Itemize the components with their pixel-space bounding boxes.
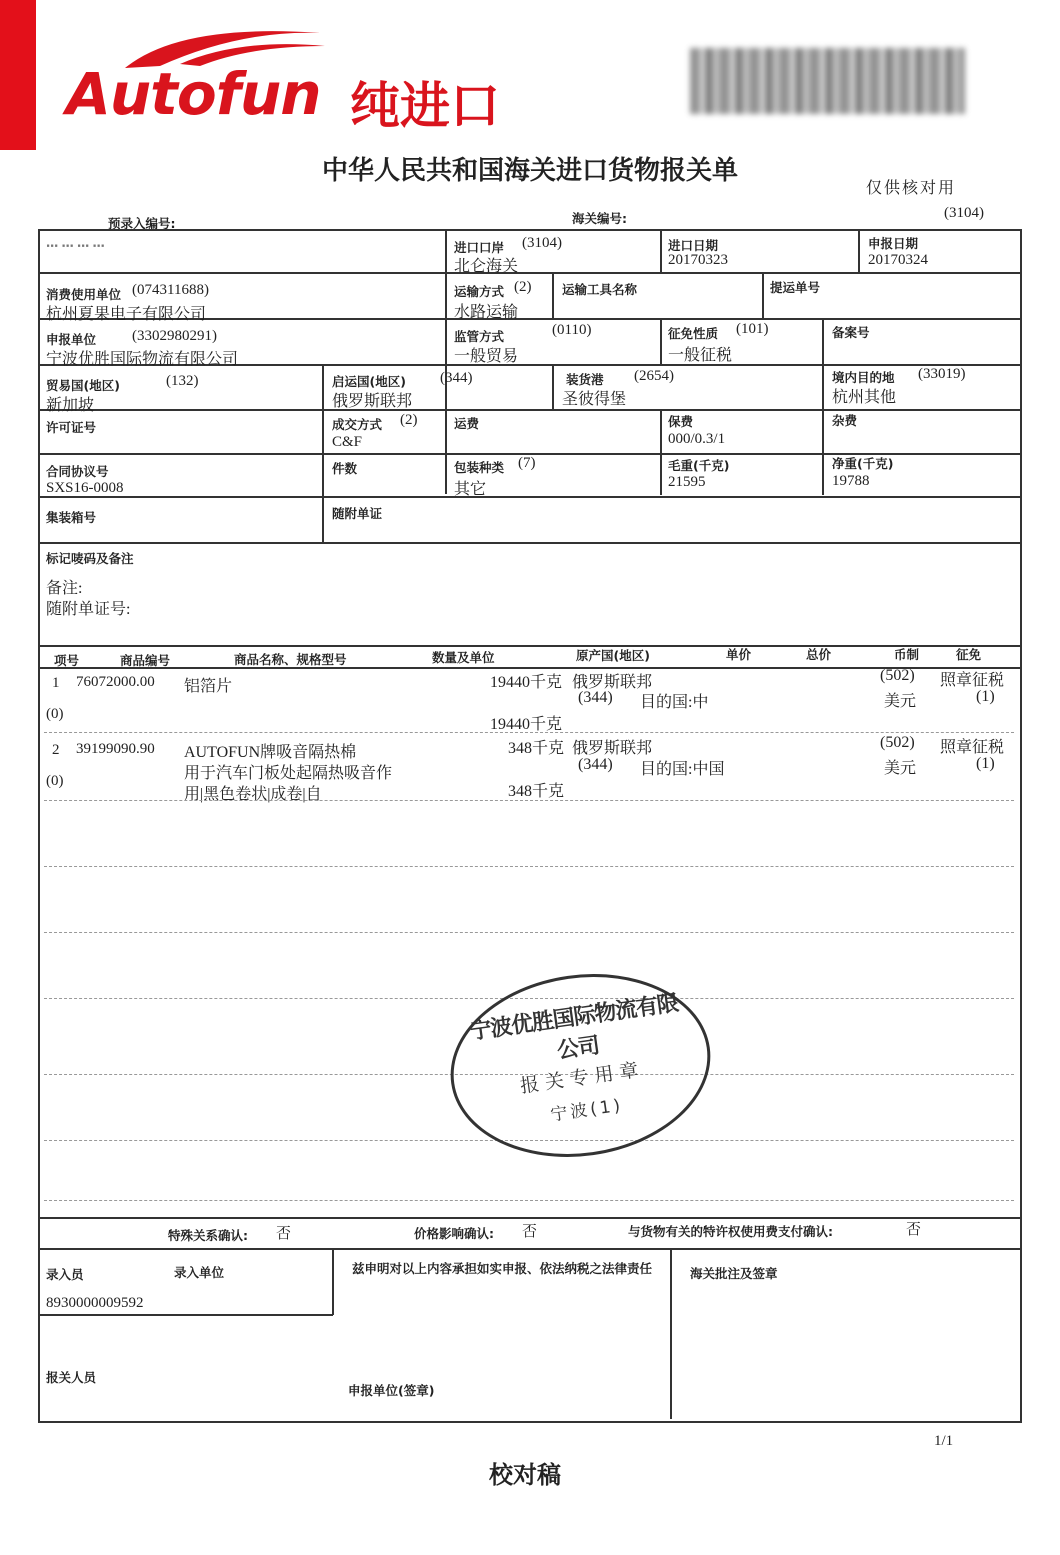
entry-person-label: 录入员 <box>46 1267 84 1282</box>
consumer-code: (074311688) <box>132 282 209 298</box>
special-value: 否 <box>276 1226 292 1242</box>
loading-port-code: (2654) <box>634 368 674 384</box>
misc-label: 杂费 <box>832 413 858 428</box>
supervise-label: 监管方式 <box>454 329 505 344</box>
supervise: 一般贸易 <box>454 348 519 365</box>
vehicle-label: 运输工具名称 <box>562 282 638 297</box>
price-label: 价格影响确认: <box>414 1226 494 1241</box>
package-label: 包装种类 <box>454 460 505 475</box>
declaration-statement: 兹申明对以上内容承担如实申报、依法纳税之法律责任 <box>352 1261 653 1276</box>
obscured-field: ⋯⋯⋯⋯ <box>46 238 108 253</box>
item2-levy-code: (1) <box>976 755 995 772</box>
seal-purpose: 报关专用章 <box>518 1058 646 1098</box>
declare-date: 20170324 <box>868 252 928 268</box>
net-weight: 19788 <box>832 473 870 489</box>
price-value: 否 <box>522 1224 538 1240</box>
item1-levy: 照章征税 <box>940 672 1005 689</box>
insurance-label: 保费 <box>668 414 694 429</box>
container-label: 集装箱号 <box>46 510 97 525</box>
customs-sign-label: 海关批注及签章 <box>690 1266 778 1281</box>
import-port-label: 进口口岸 <box>454 240 505 255</box>
item2-code: 39199090.90 <box>76 741 155 757</box>
col-total: 总价 <box>806 647 832 662</box>
item2-name1: AUTOFUN牌吸音隔热棉 <box>184 744 357 761</box>
item2-levy: 照章征税 <box>940 739 1005 756</box>
col-levy: 征免 <box>956 647 982 662</box>
item2-no: 2 <box>52 742 60 758</box>
item1-sub: (0) <box>46 706 64 722</box>
destination: 杭州其他 <box>832 389 897 406</box>
declarer-label: 申报单位 <box>46 332 97 347</box>
logo-text: Autofun <box>66 60 321 128</box>
declarer-name: 宁波优胜国际物流有限公司 <box>46 351 239 368</box>
declare-date-label: 申报日期 <box>868 236 919 251</box>
royalty-label: 与货物有关的特许权使用费支付确认: <box>628 1224 833 1239</box>
deal-label: 成交方式 <box>332 417 383 432</box>
blurred-barcode <box>690 48 965 114</box>
col-currency: 币制 <box>894 647 920 662</box>
customs-code: (3104) <box>944 205 984 221</box>
item1-qty2: 19440千克 <box>490 716 563 733</box>
levy-label: 征免性质 <box>668 326 719 341</box>
gross-weight: 21595 <box>668 474 706 490</box>
special-label: 特殊关系确认: <box>168 1228 248 1243</box>
loading-port-label: 装货港 <box>566 372 604 387</box>
entry-no: 8930000009592 <box>46 1295 144 1311</box>
col-qty: 数量及单位 <box>432 650 495 665</box>
col-name: 商品名称、规格型号 <box>234 652 347 667</box>
package-code: (7) <box>518 455 536 471</box>
item1-origin: 俄罗斯联邦 <box>572 674 653 691</box>
item1-no: 1 <box>52 675 60 691</box>
freight-label: 运费 <box>454 416 480 431</box>
item2-dest: 目的国:中国 <box>640 761 725 778</box>
remarks-label: 标记唛码及备注 <box>46 551 134 566</box>
item2-currency-code: (502) <box>880 734 915 751</box>
remarks-docs: 随附单证号: <box>46 601 131 618</box>
import-port: 北仑海关 <box>454 258 519 275</box>
item2-name2: 用于汽车门板处起隔热吸音作 <box>184 765 393 782</box>
docs-label: 随附单证 <box>332 506 383 521</box>
consumer-name: 杭州夏果电子有限公司 <box>46 306 207 323</box>
item1-currency-code: (502) <box>880 667 915 684</box>
item1-code: 76072000.00 <box>76 674 155 690</box>
logo-cn: 纯进口 <box>350 77 500 135</box>
item2-origin-code: (344) <box>578 756 613 773</box>
record-label: 备案号 <box>832 325 870 340</box>
license-label: 许可证号 <box>46 420 97 435</box>
insurance: 000/0.3/1 <box>668 431 726 447</box>
item2-qty2: 348千克 <box>508 783 565 800</box>
deal: C&F <box>332 434 363 450</box>
col-no: 项号 <box>54 653 80 668</box>
supervise-code: (0110) <box>552 322 592 338</box>
import-date: 20170323 <box>668 252 728 268</box>
declarer-code: (3302980291) <box>132 328 217 344</box>
deal-code: (2) <box>400 412 418 428</box>
item1-currency: 美元 <box>884 693 917 710</box>
col-origin: 原产国(地区) <box>576 648 650 663</box>
net-label: 净重(千克) <box>832 456 894 471</box>
import-date-label: 进口日期 <box>668 238 719 253</box>
gross-label: 毛重(千克) <box>668 458 730 473</box>
transport: 水路运输 <box>454 304 519 321</box>
item1-dest: 目的国:中 <box>640 694 709 711</box>
import-port-code: (3104) <box>522 235 562 251</box>
seal-city: 宁波(1) <box>549 1095 625 1126</box>
origin-country: 俄罗斯联邦 <box>332 393 413 410</box>
trade-country-label: 贸易国(地区) <box>46 378 120 393</box>
page-number: 1/1 <box>934 1433 954 1449</box>
page-title: 中华人民共和国海关进口货物报关单 <box>321 156 738 186</box>
trade-country-code: (132) <box>166 373 199 389</box>
broker-label: 报关人员 <box>46 1370 97 1385</box>
pre-entry-label: 预录入编号: <box>108 216 176 231</box>
seal-company-name: 宁波优胜国际物流有限公司 <box>468 990 680 1064</box>
item1-origin-code: (344) <box>578 689 613 706</box>
destination-label: 境内目的地 <box>832 370 895 385</box>
item2-origin: 俄罗斯联邦 <box>572 740 653 757</box>
transport-code: (2) <box>514 279 532 295</box>
levy-code: (101) <box>736 321 769 337</box>
trade-country: 新加坡 <box>46 397 95 414</box>
col-code: 商品编号 <box>120 653 171 668</box>
entry-unit-label: 录入单位 <box>174 1265 225 1280</box>
remarks-note: 备注: <box>46 580 83 597</box>
origin-country-label: 启运国(地区) <box>332 374 406 389</box>
draft-label: 校对稿 <box>489 1461 561 1489</box>
item1-name: 铝箔片 <box>184 678 233 695</box>
royalty-value: 否 <box>906 1222 922 1238</box>
item2-currency: 美元 <box>884 760 917 777</box>
bill-label: 提运单号 <box>770 280 821 295</box>
loading-port: 圣彼得堡 <box>562 391 627 408</box>
item2-sub: (0) <box>46 773 64 789</box>
pieces-label: 件数 <box>332 461 358 476</box>
destination-code: (33019) <box>918 366 966 382</box>
package: 其它 <box>454 481 487 498</box>
logo-red-bar <box>0 0 36 150</box>
item2-qty1: 348千克 <box>508 740 565 757</box>
item1-levy-code: (1) <box>976 688 995 705</box>
levy: 一般征税 <box>668 347 733 364</box>
customs-no-label: 海关编号: <box>572 211 627 226</box>
verify-note: 仅供核对用 <box>866 178 957 197</box>
contract: SXS16-0008 <box>46 480 124 496</box>
contract-label: 合同协议号 <box>46 464 109 479</box>
declarer-sign-label: 申报单位(签章) <box>348 1383 435 1398</box>
item1-qty1: 19440千克 <box>490 674 563 691</box>
transport-label: 运输方式 <box>454 284 505 299</box>
origin-country-code: (344) <box>440 370 473 386</box>
item2-name3: 用|黑色卷状|成卷|自 <box>184 786 322 803</box>
col-unit-price: 单价 <box>726 647 752 662</box>
consumer-label: 消费使用单位 <box>46 287 122 302</box>
